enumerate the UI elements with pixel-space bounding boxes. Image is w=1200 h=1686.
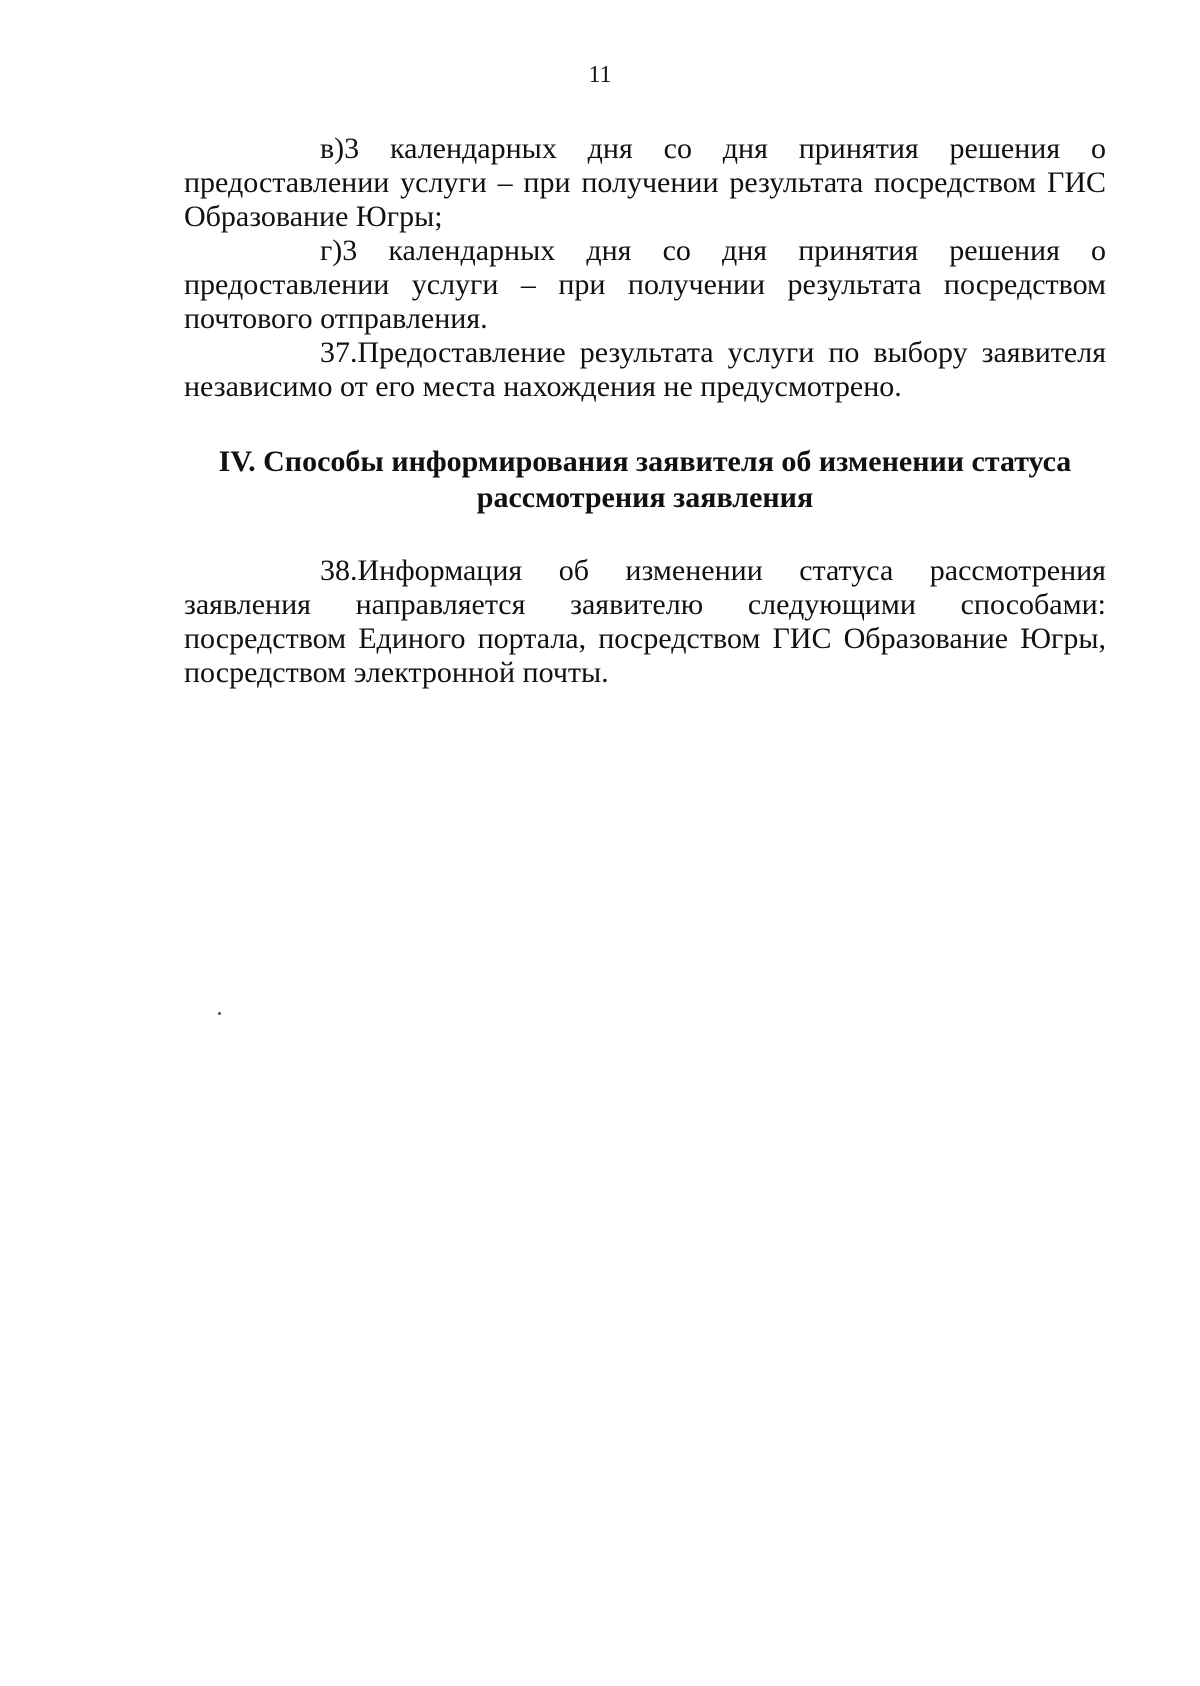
list-marker: г) — [320, 234, 343, 267]
list-item-v — [184, 132, 1106, 234]
list-item-text: 3 календарных дня со дня принятия решения о предоставлении услуги – при получении результата посредством ГИС Образование Югры; — [184, 132, 1106, 233]
scan-speck — [218, 1012, 221, 1015]
paragraph-text: Информация об изменении статуса рассмотрения заявления направляется заявителю следующими способами: посредством Единого портала, посредством ГИС Образование Югры, посредством электронной почты. — [184, 554, 1106, 689]
section-heading-line-2: рассмотрения заявления — [476, 481, 814, 514]
document-body — [184, 132, 1106, 690]
list-item-text: 3 календарных дня со дня принятия решения о предоставлении услуги – при получении результата посредством почтового отправления. — [184, 234, 1106, 335]
paragraph-number: 37. — [320, 336, 358, 369]
paragraph-text: Предоставление результата услуги по выбору заявителя независимо от его места нахождения не предусмотрено. — [184, 336, 1106, 403]
list-marker: в) — [320, 132, 345, 165]
list-item-g — [184, 234, 1106, 336]
paragraph-37 — [184, 336, 1106, 404]
paragraph-38 — [184, 554, 1106, 690]
section-heading-line-1: IV. Способы информирования заявителя об изменении статуса — [218, 445, 1072, 478]
section-heading — [184, 444, 1106, 516]
paragraph-number: 38. — [320, 554, 358, 587]
page-number: 11 — [588, 62, 612, 88]
